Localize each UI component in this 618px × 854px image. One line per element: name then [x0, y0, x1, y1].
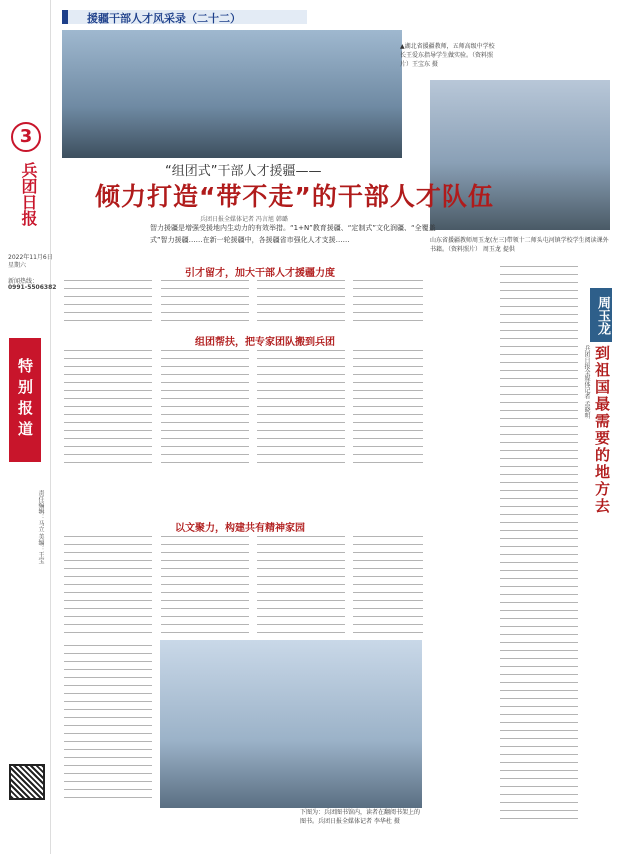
section-2-col-4 — [353, 350, 423, 470]
editor-line: 责任编辑：马立 美编：王宝 — [37, 490, 44, 564]
side-caption-box — [430, 236, 610, 260]
section-1-col-3 — [257, 280, 345, 328]
profile-reporter: 兵团日报全媒体记者 孟晓明 — [583, 345, 590, 419]
section-tag: 特别报道 — [9, 338, 41, 462]
issue-date: 2022年11月6日 — [8, 254, 53, 261]
top-caption: ▲湖北省援疆教师，五师高级中学校长王爱东指导学生做实验。（资料照片）王宝东 摄 — [400, 43, 495, 68]
section-heading-3: 以文聚力，构建共有精神家园 — [175, 523, 305, 534]
headline-byline: 兵团日报全媒体记者 冯言旭 韩璐 — [200, 216, 288, 223]
series-label: 援疆干部人才风采录（二十二） — [87, 12, 241, 25]
paper-name: 兵团日报 — [19, 162, 38, 226]
classroom-photo — [62, 30, 402, 158]
section-3-col-3 — [257, 536, 345, 636]
bottom-caption: 下图为：兵团图书馆内，读者在翻阅书架上的图书。兵团日报全媒体记者 李华杜 摄 — [300, 809, 421, 825]
section-1-col-4 — [353, 280, 423, 328]
issue-weekday: 星期六 — [8, 262, 27, 269]
bookshelf-photo — [160, 640, 422, 808]
hotline-number: 0991-5506382 — [8, 284, 57, 291]
headline-title: 倾力打造“带不走”的干部人才队伍 — [95, 182, 494, 211]
headline-lead: 智力援疆是增强受援地内生动力的有效举措。“1+N”教育援疆、“定制式”文化润疆、“全覆盖式”智力援疆……在新一轮援疆中，各援疆省市强化人才支援…… — [150, 224, 436, 244]
section-heading-2: 组团帮扶，把专家团队搬到兵团 — [195, 337, 335, 348]
page-number: 3 — [11, 122, 41, 152]
section-heading-1: 引才留才，加大干部人才援疆力度 — [185, 268, 335, 279]
qr-code — [9, 764, 45, 800]
section-2-col-3 — [257, 350, 345, 470]
section-3-col-1 — [64, 536, 152, 636]
side-caption: 山东省援疆教师周玉龙(左三)带领十二师头屯河镇学校学生阅读课外书籍。（资料照片） 周玉龙 提供 — [430, 237, 609, 253]
section-3-col-5 — [64, 645, 152, 805]
hotline-label: 新闻热线： — [8, 278, 39, 285]
profile-body — [500, 266, 578, 826]
top-caption-box — [400, 42, 500, 70]
section-1-col-2 — [161, 280, 249, 328]
section-3-col-4 — [353, 536, 423, 636]
section-1-col-1 — [64, 280, 152, 328]
profile-name: 周玉龙 — [590, 288, 612, 342]
headline-kicker: “组团式”干部人才援疆—— — [165, 164, 322, 179]
section-2-col-1 — [64, 350, 152, 470]
bottom-caption-box — [300, 808, 424, 826]
section-3-col-2 — [161, 536, 249, 636]
profile-title: 到祖国最需要的地方去 — [593, 345, 611, 515]
section-2-col-2 — [161, 350, 249, 470]
